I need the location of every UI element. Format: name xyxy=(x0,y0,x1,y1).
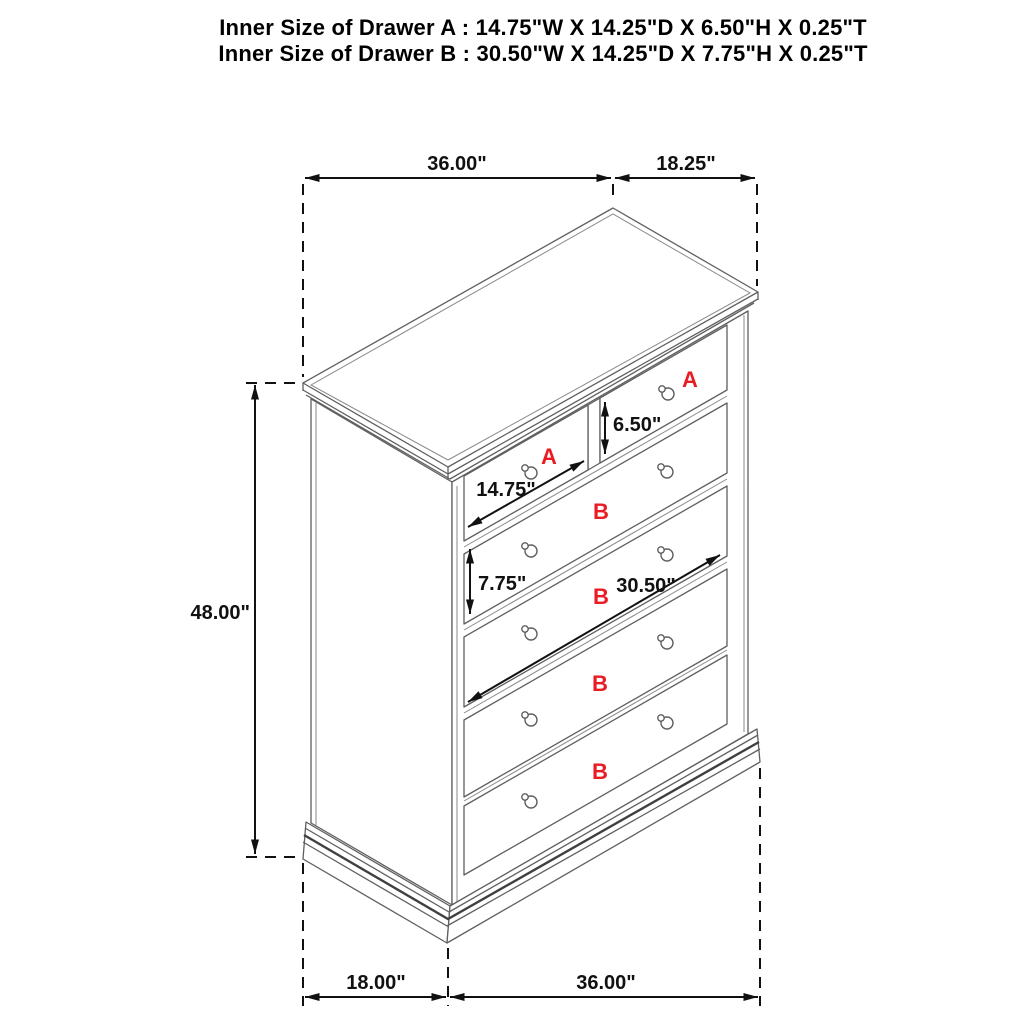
label-drawer-b-row5: B xyxy=(592,759,608,784)
dim-bottom-depth-label: 18.00" xyxy=(346,972,406,994)
dim-top-depth xyxy=(615,153,755,178)
dim-drawer-a-height-label: 6.50" xyxy=(613,414,662,436)
label-drawer-b-row3: B xyxy=(593,584,609,609)
dim-drawer-b-width-label: 30.50" xyxy=(616,575,676,597)
dim-drawer-a-width-label: 14.75" xyxy=(476,479,536,501)
dresser-drawing xyxy=(303,208,760,943)
center-stile xyxy=(588,398,600,470)
dim-drawer-b-height-label: 7.75" xyxy=(478,573,527,595)
label-drawer-a-left: A xyxy=(541,444,557,469)
title-line-1: Inner Size of Drawer A : 14.75"W X 14.25"D X 6.50"H X 0.25"T xyxy=(219,15,867,40)
side-panel xyxy=(311,399,452,905)
dim-top-width xyxy=(305,153,611,178)
label-drawer-b-row2: B xyxy=(593,499,609,524)
dim-height-label: 48.00" xyxy=(190,602,250,624)
title-line-2: Inner Size of Drawer B : 30.50"W X 14.25"D X 7.75"H X 0.25"T xyxy=(218,41,868,66)
label-drawer-b-row4: B xyxy=(592,671,608,696)
dim-bottom-depth xyxy=(305,972,446,997)
dim-top-width-label: 36.00" xyxy=(427,153,487,175)
dim-top-depth-label: 18.25" xyxy=(656,153,716,175)
dim-bottom-width xyxy=(450,972,758,997)
dim-height xyxy=(190,385,255,854)
label-drawer-a-right: A xyxy=(682,367,698,392)
dim-bottom-width-label: 36.00" xyxy=(576,972,636,994)
